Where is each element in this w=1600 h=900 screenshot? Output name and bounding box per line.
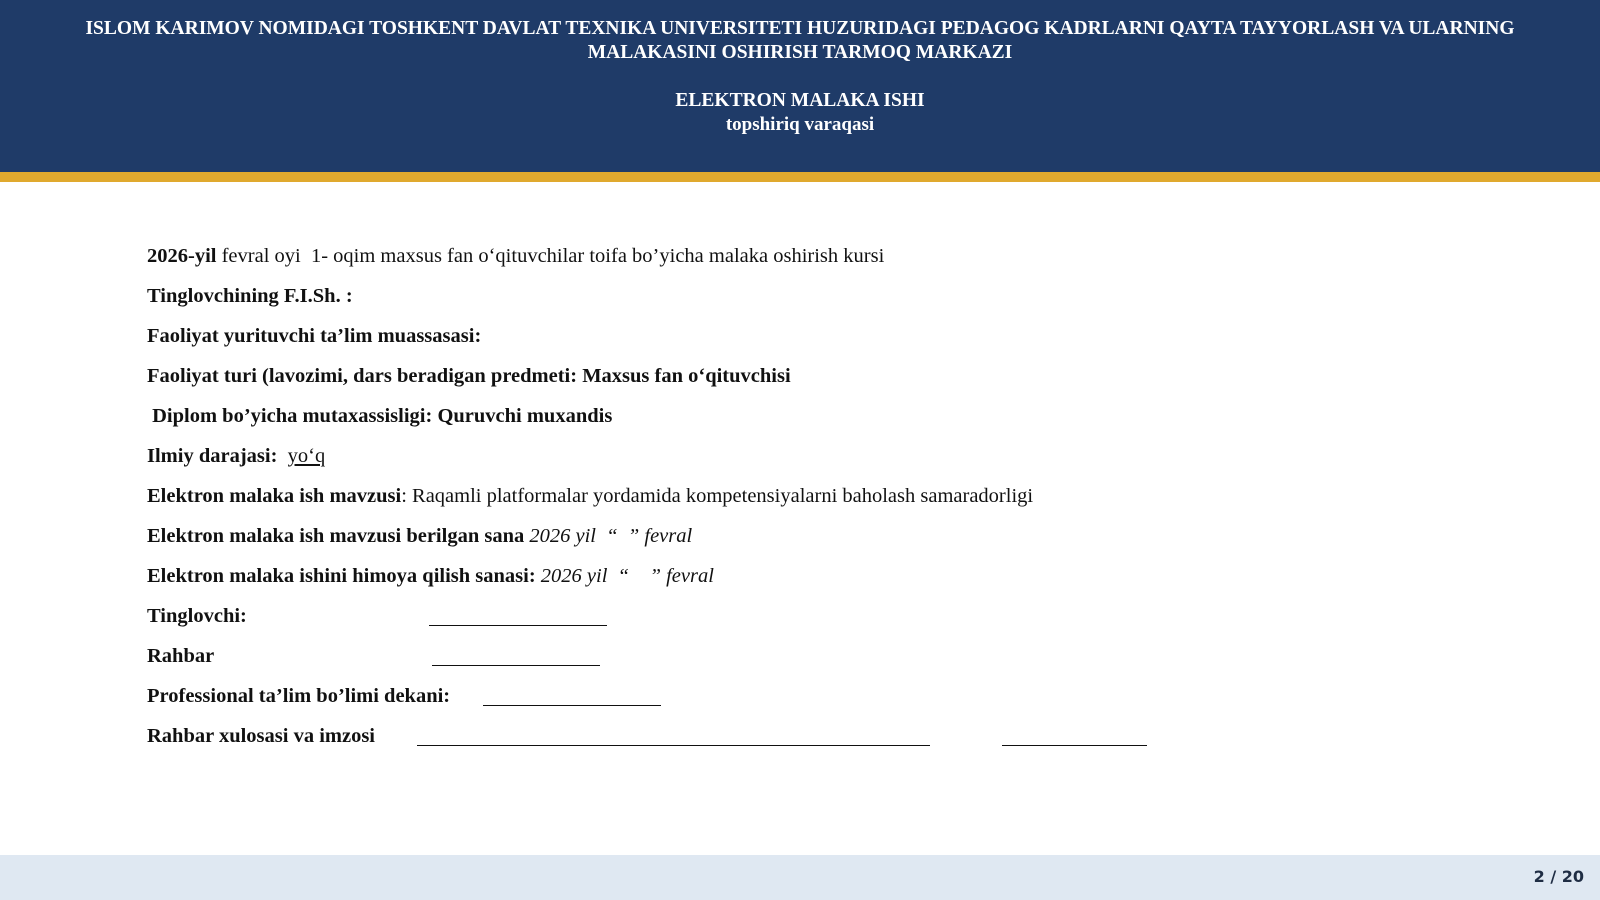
activity-type-field: Faoliyat turi (lavozimi, dars beradigan predmeti: Maxsus fan o‘qituvchisi <box>147 365 791 387</box>
document-subtitle: topshiriq varaqasi <box>725 114 875 135</box>
listener-signature-label: Tinglovchi: <box>147 605 247 627</box>
defense-date-line <box>147 563 714 589</box>
dean-label: Professional ta’lim bo’limi dekani: <box>147 685 451 707</box>
course-description: fevral oyi 1- oqim maxsus fan o‘qituvchilar toifa bo’yicha malaka oshirish kursi <box>216 245 885 267</box>
diploma-specialty-field: Diplom bo’yicha mutaxassisligi: Quruvchi muxandis <box>147 405 613 427</box>
course-year: 2026-yil <box>147 245 217 267</box>
topic-date-value: 2026 yil “ ” fevral <box>529 525 693 547</box>
conclusion-blank <box>417 745 930 746</box>
degree-label: Ilmiy darajasi: <box>147 445 278 467</box>
course-line <box>147 243 884 269</box>
supervisor-label: Rahbar <box>147 645 215 667</box>
conclusion-label: Rahbar xulosasi va imzosi <box>147 725 376 747</box>
institution-label: Faoliyat yurituvchi ta’lim muassasasi: <box>147 325 482 347</box>
institution-name: ISLOM KARIMOV NOMIDAGI TOSHKENT DAVLAT TEXNIKA UNIVERSITETI HUZURIDAGI PEDAGOG KADRLARNI QAYTA TAYYORLASH VA ULARNING MALAKASINI OSHIRISH TARMOQ MARKAZI <box>85 18 1515 63</box>
degree-value: yo‘q <box>287 445 326 467</box>
defense-date-value: 2026 yil “ ” fevral <box>540 565 714 587</box>
accent-divider <box>0 172 1600 182</box>
document-title: ELEKTRON MALAKA ISHI <box>675 90 925 111</box>
topic-date-line <box>147 523 692 549</box>
topic-date-label: Elektron malaka ish mavzusi berilgan sana <box>147 525 530 547</box>
listener-name-label: Tinglovchining F.I.Sh. : <box>147 285 353 307</box>
topic-value: : Raqamli platformalar yordamida kompetensiyalarni baholash samaradorligi <box>401 485 1034 507</box>
topic-label: Elektron malaka ish mavzusi <box>147 485 402 507</box>
listener-signature-blank <box>429 625 607 626</box>
topic-line <box>147 483 1033 509</box>
page-counter: 2 / 20 <box>1533 867 1584 886</box>
supervisor-signature-blank <box>432 665 600 666</box>
footer-bar <box>0 855 1600 900</box>
conclusion-signature-blank <box>1002 745 1147 746</box>
title-banner <box>0 0 1600 172</box>
defense-date-label: Elektron malaka ishini himoya qilish sanasi: <box>147 565 541 587</box>
dean-signature-blank <box>483 705 661 706</box>
degree-line <box>147 443 325 469</box>
